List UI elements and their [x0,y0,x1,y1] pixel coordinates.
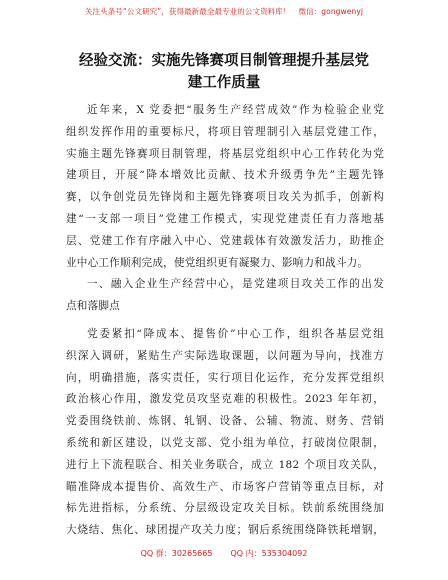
section-heading-line: 点和落脚点 [66,300,120,313]
footer-qq-number: QQ 内：535304092 [230,549,308,558]
title-line-2: 建工作质量 [187,75,261,91]
paragraph-line: 建项目，开展“降本增效比贡献、技术升级勇争先”主题先锋 [66,169,384,182]
document-title [46,50,402,94]
section-heading [66,274,384,318]
header-banner-text: 关注头条号“公文研究”，获得最新最全最专业的公文资料库！ [84,7,291,16]
paragraph-line: 层、党建工作有序融入中心、党建载体有效激发活力，助推企 [66,234,384,247]
paragraph-line: 组织发挥作用的重要标尺，将项目管理制引入基层党建工作， [66,125,384,138]
paragraph-line: 业中心工作顺利完成，使党组织更有凝聚力、影响力和战斗力。 [66,256,369,269]
paragraph-line: 系统和新区建设，以党支部、党小组为单位，打破岗位限制， [66,436,384,449]
paragraph-section-1 [66,324,384,542]
header-banner [0,6,448,17]
title-line-1: 经验交流：实施先锋赛项目制管理提升基层党 [79,53,369,69]
paragraph-line: 建“一支部一项目”党建工作模式，实现党建责任有力落地基 [66,212,384,225]
paragraph-intro [66,100,384,274]
document-body [66,100,384,542]
paragraph-line: 织深入调研，紧贴生产实际选取课题，以问题为导向，找准方 [66,349,384,362]
paragraph-line: 实施主题先锋赛项目制管理，将基层党组织中心工作转化为党 [66,147,384,160]
paragraph-line: 标先进指标，分系统、分层级设定攻关目标。铁前系统围绕加 [66,502,384,515]
paragraph-line: 向，明确措施，落实责任，实行项目化运作，充分发挥党组织 [66,371,384,384]
paragraph-line: 近年来，X 党委把“服务生产经营成效”作为检验企业党 [87,104,384,116]
paragraph-line: 进行上下流程联合、相关业务联合，成立 182 个项目攻关队， [66,458,384,471]
paragraph-line: 党委围绕铁前、炼钢、轧钢、设备、公辅、物流、财务、营销 [66,415,384,428]
paragraph-line: 党委紧扣“降成本、提售价”中心工作，组织各基层党组 [87,327,384,340]
footer-banner [0,548,448,559]
footer-qq-group: QQ 群：30265665 [140,549,213,558]
paragraph-line: 政治核心作用，激发党员攻坚克难的积极性。2023 年年初， [66,393,384,406]
header-banner-wechat: 微信：gongwenyj [298,7,364,16]
paragraph-line: 赛，以争创党员先锋岗和主题先锋赛项目攻关为抓手，创新构 [66,191,384,204]
section-heading-line: 一、融入企业生产经营中心，是党建项目攻关工作的出发 [87,278,384,291]
paragraph-line: 大烧结、焦化、球团提产攻关力度；钢后系统围绕降铁耗增钢， [66,524,384,537]
paragraph-line: 瞄准降成本提售价、高效生产、市场客户营销等重点目标，对 [66,480,384,493]
